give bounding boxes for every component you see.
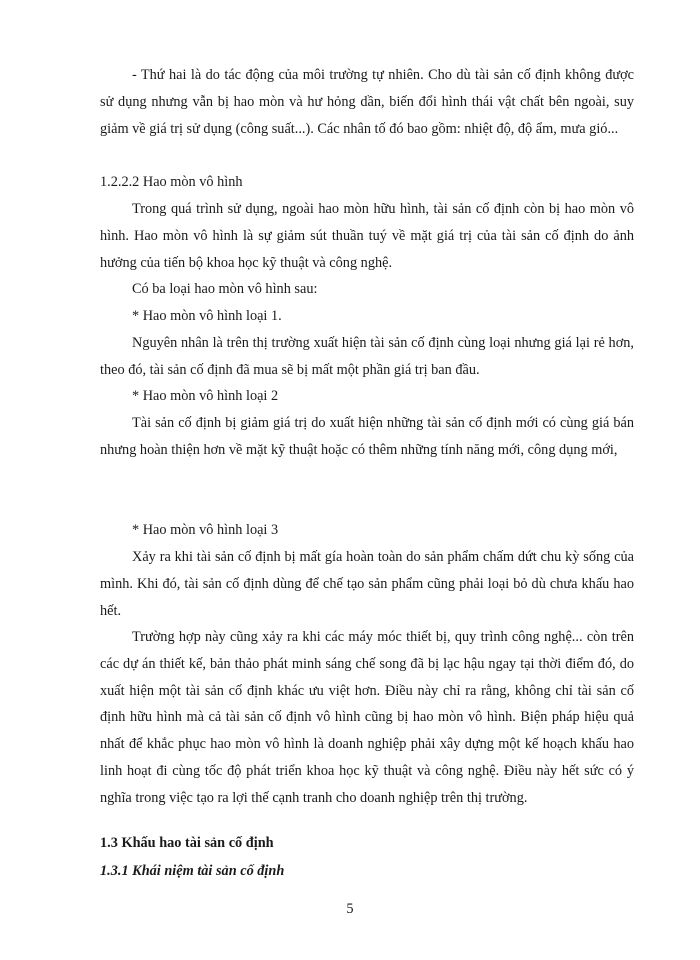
paragraph-type-1: Nguyên nhân là trên thị trường xuất hiện tài sản cố định cùng loại nhưng giá lại rẻ hơn, theo đó, tài sản cố định đã mua sẽ bị mất một phần giá trị ban đầu. [100,335,634,378]
paragraph-natural-factors: - Thứ hai là do tác động của môi trường tự nhiên. Cho dù tài sản cố định không được sử dụng nhưng vẫn bị hao mòn và hư hỏng dần, biến đổi hình thái vật chất bên ngoài, suy giảm về giá trị sử dụng (công suất...). Các nhân tố đó bao gồm: nhiệt độ, độ ẩm, mưa gió... [100,67,634,137]
heading-type-3: * Hao mòn vô hình loại 3 [132,522,279,538]
heading-type-2: * Hao mòn vô hình loại 2 [132,388,279,404]
heading-type-1: * Hao mòn vô hình loại 1. [132,308,282,324]
paragraph-type-2: Tài sản cố định bị giảm giá trị do xuất hiện những tài sản cố định mới có cùng giá bán nhưng hoàn thiện hơn về mặt kỹ thuật hoặc có thêm những tính năng mới, công dụng mới, [100,415,634,458]
heading-1-3-1: 1.3.1 Khái niệm tài sản cố định [100,863,285,879]
heading-1-3: 1.3 Khấu hao tài sản cố định [100,835,274,851]
page-number: 5 [346,901,354,917]
paragraph-intangible-wear: Trong quá trình sử dụng, ngoài hao mòn hữu hình, tài sản cố định còn bị hao mòn vô hình. Hao mòn vô hình là sự giảm sút thuần tuý về mặt giá trị của tài sản cố định do ảnh hưởng của tiến bộ khoa học kỹ thuật và công nghệ. [100,201,634,271]
heading-1-2-2-2: 1.2.2.2 Hao mòn vô hình [100,174,243,190]
paragraph-type-3: Xảy ra khi tài sản cố định bị mất gía hoàn toàn do sản phẩm chấm dứt chu kỳ sống của mình. Khi đó, tài sản cố định dùng để chế tạo sản phẩm cũng phải loại bỏ dù chưa khấu hao hết. [100,549,634,619]
paragraph-three-types: Có ba loại hao mòn vô hình sau: [132,281,318,297]
paragraph-other-cases: Trường hợp này cũng xảy ra khi các máy móc thiết bị, quy trình công nghệ... còn trên các dự án thiết kế, bản thảo phát minh sáng chế song đã bị lạc hậu ngay tại thời điểm đó, do xuất hiện một tài sản cố định khác ưu việt hơn. Điều này chỉ ra rằng, không chỉ tài sản cố định hữu hình mà cả tài sản cố định vô hình cũng bị hao mòn vô hình. Biện pháp hiệu quả nhất để khắc phục hao mòn vô hình là doanh nghiệp phải xây dựng một kế hoạch khấu hao linh hoạt đi cùng tốc độ phát triển khoa học kỹ thuật và công nghệ. Điều này hết sức có ý nghĩa trong việc tạo ra lợi thế cạnh tranh cho doanh nghiệp trên thị trường. [100,629,634,806]
